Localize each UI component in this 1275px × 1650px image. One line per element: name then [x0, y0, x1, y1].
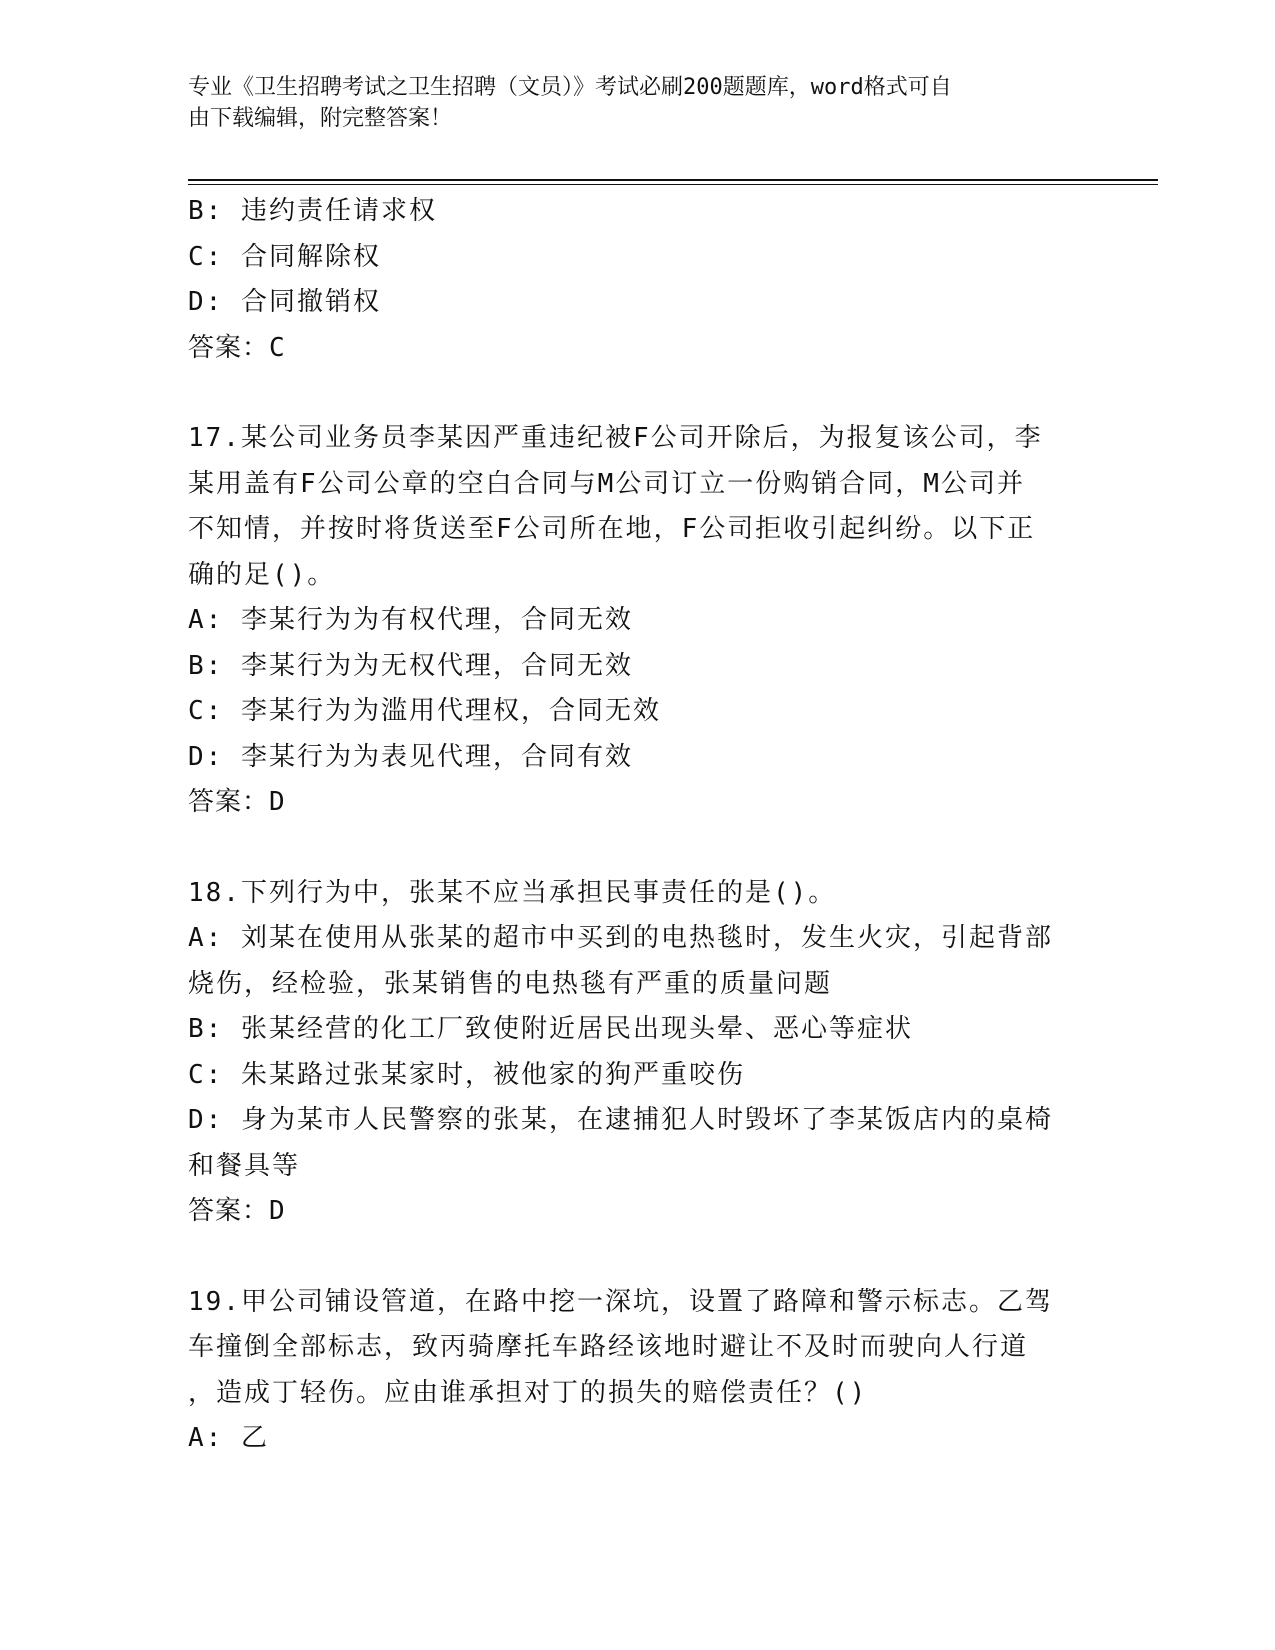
header-line: 专业《卫生招聘考试之卫生招聘（文员）》考试必刷200题题库，word格式可自 [188, 75, 952, 100]
question-content [188, 189, 1088, 1462]
question-stem-line: 某用盖有F公司公章的空白合同与M公司订立一份购销合同，M公司并 [188, 468, 1025, 499]
option-c: C: 朱某路过张某家时，被他家的狗严重咬伤 [188, 1059, 745, 1090]
option-c: C: 合同解除权 [188, 241, 381, 272]
question-stem-line: 17.某公司业务员李某因严重违纪被F公司开除后，为报复该公司，李 [188, 423, 1043, 453]
question-19 [188, 1280, 1088, 1462]
option-b: B: 李某行为为无权代理，合同无效 [188, 650, 633, 681]
question-18 [188, 871, 1088, 1235]
document-header [188, 72, 1068, 134]
option-a-continued: 烧伤，经检验，张某销售的电热毯有严重的质量问题 [188, 968, 833, 999]
answer-label: 答案：C [188, 332, 286, 363]
option-d-continued: 和餐具等 [188, 1150, 301, 1181]
answer-label: 答案：D [188, 1196, 286, 1226]
header-line: 由下载编辑，附完整答案！ [188, 106, 453, 131]
spacer [188, 826, 1088, 871]
header-rule-thin [188, 184, 1158, 185]
option-d: D: 身为某市人民警察的张某，在逮捕犯人时毁坏了李某饭店内的桌椅 [188, 1105, 1053, 1135]
question-stem-line: 19.甲公司铺设管道，在路中挖一深坑，设置了路障和警示标志。乙驾 [188, 1286, 1053, 1317]
option-d: D: 李某行为为表见代理，合同有效 [188, 741, 633, 772]
question-stem-line: 不知情，并按时将货送至F公司所在地，F公司拒收引起纠纷。以下正 [188, 514, 1036, 544]
question-stem-line: 18.下列行为中，张某不应当承担民事责任的是()。 [188, 877, 837, 908]
question-stem-line: 确的足()。 [188, 559, 336, 590]
answer-label: 答案：D [188, 787, 286, 817]
option-d: D: 合同撤销权 [188, 287, 381, 317]
option-b: B: 违约责任请求权 [188, 196, 437, 226]
option-a: A: 刘某在使用从张某的超市中买到的电热毯时，发生火灾，引起背部 [188, 923, 1053, 953]
option-a: A: 李某行为为有权代理，合同无效 [188, 605, 633, 635]
option-b: B: 张某经营的化工厂致使附近居民出现头晕、恶心等症状 [188, 1014, 913, 1044]
question-stem-line: 车撞倒全部标志，致丙骑摩托车路经该地时避让不及时而驶向人行道 [188, 1332, 1029, 1362]
question-stem-line: ，造成丁轻伤。应由谁承担对丁的损失的赔偿责任？() [188, 1377, 868, 1408]
previous-question-block [188, 189, 1088, 371]
spacer [188, 371, 1088, 416]
option-c: C: 李某行为为滥用代理权，合同无效 [188, 696, 661, 726]
question-17 [188, 416, 1088, 826]
option-a: A: 乙 [188, 1423, 269, 1453]
spacer [188, 1235, 1088, 1280]
header-rule-thick [188, 179, 1158, 181]
